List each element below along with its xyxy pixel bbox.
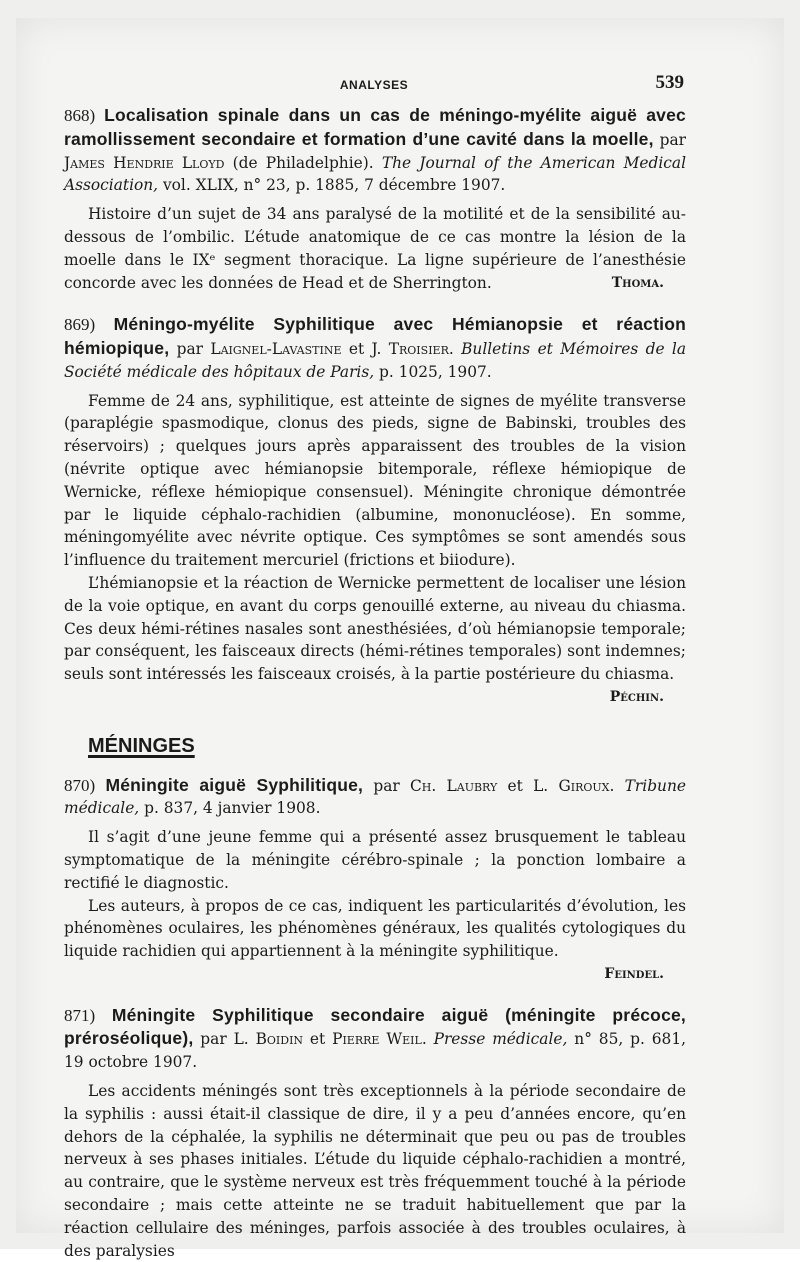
paragraph: Les accidents méningés sont très exceptionnels à la période secondaire de la syphilis : aussi était-il classique de dire, il y a peu d’années encore, qu’en dehors de la céphalée, la syphilis ne déterminait que peu ou pas de troubles nerveux à ses phases initiales. L’étude du liquide céphalo-rachidien a montré, au contraire, que le système nerveux est très fréquemment touché à la période secondaire ; mais cette atteinte ne se traduit habituellement que par la réaction cellulaire des méninges, parfois associée à des troubles oculaires, à des paralysies xyxy=(64,1082,686,1260)
et-text: et xyxy=(341,339,372,358)
paragraph: Femme de 24 ans, syphilitique, est atteinte de signes de myélite transverse (paraplégie spasmodique, clonus des pieds, signe de Babinski, troubles des réservoirs) ; quelques jours après apparaissent des troubles de la vision (névrite optique avec hémianopsie bitemporale, réflexe hémiopique de Wernicke, réflexe hémiopique consensuel). Méningite chronique démontrée par le liquide céphalo-rachidien (albumine, mononucléose). En somme, méningomyélite avec névrite optique. Ces symptômes se sont amendés sous l’influence du traitement mercuriel (frictions et biiodure). xyxy=(64,391,686,570)
author: J. Troisier. xyxy=(371,339,454,358)
entry-number: 871) xyxy=(64,1005,96,1025)
entry-870 xyxy=(64,774,686,986)
author: L. Boidin xyxy=(233,1030,304,1049)
entry-number: 870) xyxy=(64,775,96,795)
paragraph: Il s’agit d’une jeune femme qui a présenté assez brusquement le tableau symptomatique de la méningite cérébro-spinale ; la ponction lombaire a rectifié le diagnostic. xyxy=(64,828,686,892)
reference: p. 837, 4 janvier 1908. xyxy=(139,799,321,818)
entry-number: 869) xyxy=(64,315,96,335)
par-text: par xyxy=(363,776,411,795)
signature: Thoma. xyxy=(611,275,664,292)
entry-871-body xyxy=(64,1080,686,1262)
entry-868-body: Histoire d’un sujet de 34 ans paralysé de la motilité et de la sensibilité au-dessous de l’ombilic. L’étude anatomique de ce cas montre la lésion de la moelle dans le IXᵉ segment thoracique. La ligne supérieure de l’anesthésie concorde avec les données de Head et de Sherrington. xyxy=(64,205,686,292)
et-text: et xyxy=(497,776,534,795)
page-header xyxy=(64,70,684,100)
par-text: par xyxy=(193,1030,234,1049)
signature: Péchin. xyxy=(609,688,664,705)
section-title: MÉNINGES xyxy=(88,734,195,757)
entry-868-heading xyxy=(64,104,686,197)
paragraph: L’hémianopsie et la réaction de Wernicke permettent de localiser une lésion de la voie optique, en avant du corps genouillé externe, au niveau du chiasma. Ces deux hémi-rétines nasales sont anesthésiées, d’où hémianopsie temporale; par conséquent, les faisceaux directs (hémi-rétines temporales) sont indemnes; seuls sont intéressés les faisceaux croisés, à la partie postérieure du chiasma. xyxy=(64,573,686,684)
entry-869-heading xyxy=(64,313,686,383)
author: Pierre Weil. xyxy=(332,1030,427,1049)
author: Ch. Laubry xyxy=(410,776,498,795)
entry-title: Méningo-myélite Syphilitique avec Hémianopsie et réaction hémiopique, xyxy=(64,314,686,358)
entry-868 xyxy=(64,104,686,295)
paragraph: Les auteurs, à propos de ce cas, indiquent les particularités d’évolution, les phénomènes oculaires, les phénomènes généraux, les qualités cytologiques du liquide rachidien qui appartiennent à la méningite syphilitique. xyxy=(64,896,686,961)
page-content xyxy=(64,104,686,1262)
journal: Bulletins et Mémoires de la Société médicale des hôpitaux de Paris, xyxy=(64,339,687,381)
reference: vol. XLIX, n° 23, p. 1885, 7 décembre 1907. xyxy=(158,176,506,195)
entry-number: 868) xyxy=(64,106,96,125)
journal: Presse médicale, xyxy=(426,1030,568,1049)
entry-869-body xyxy=(64,390,686,686)
signature: Feindel. xyxy=(604,965,664,982)
entry-870-heading xyxy=(64,774,686,821)
entry-870-body xyxy=(64,826,686,963)
reference: p. 1025, 1907. xyxy=(374,362,492,381)
entry-title: Localisation spinale dans un cas de méningo-myélite aiguë avec ramollissement secondaire et formation d’une cavité dans la moelle, xyxy=(64,105,686,149)
et-text: et xyxy=(303,1030,333,1049)
par-text: par xyxy=(169,339,211,358)
journal: Tribune médicale, xyxy=(64,776,686,818)
page-number: 539 xyxy=(655,72,684,93)
author: James Hendrie Lloyd xyxy=(64,153,225,172)
entry-title: Méningite aiguë Syphilitique, xyxy=(105,774,364,795)
author: Laignel-Lavastine xyxy=(210,339,342,358)
entry-title: Méningite Syphilitique secondaire aiguë (méningite précoce, préroséolique), xyxy=(64,1004,686,1049)
entry-871-heading xyxy=(64,1004,686,1074)
running-head: ANALYSES xyxy=(339,78,409,92)
entry-871 xyxy=(64,1004,686,1262)
affiliation: (de Philadelphie). xyxy=(224,153,382,172)
journal: The Journal of the American Medical Association, xyxy=(64,153,686,195)
author: L. Giroux. xyxy=(533,776,615,795)
par-text: par xyxy=(653,130,686,149)
entry-869 xyxy=(64,313,686,709)
reference: n° 85, p. 681, 19 octobre 1907. xyxy=(64,1030,687,1072)
